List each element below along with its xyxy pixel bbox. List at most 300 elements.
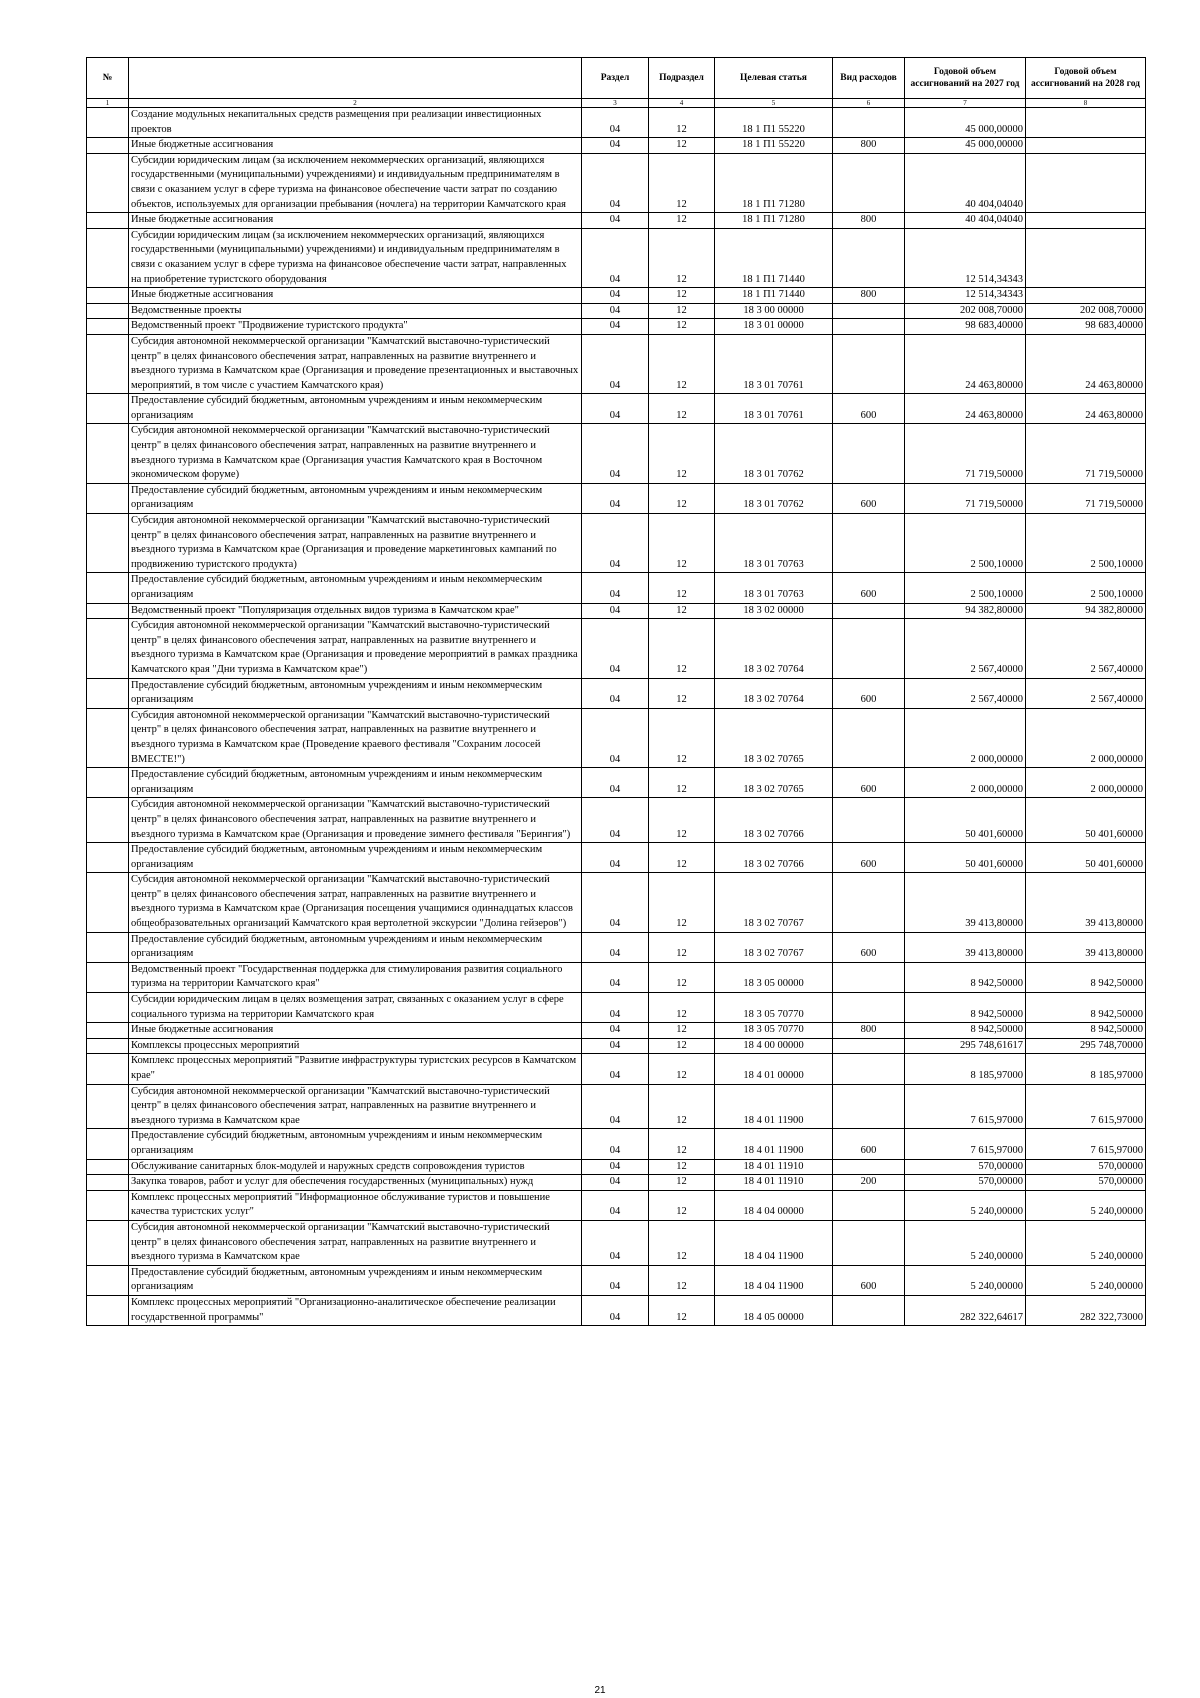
- row-expense-type: [833, 108, 905, 138]
- row-podrazdel: 12: [649, 962, 715, 992]
- row-number: [87, 1038, 129, 1054]
- row-razdel: 04: [582, 873, 649, 932]
- row-expense-type: [833, 1190, 905, 1220]
- row-number: [87, 1023, 129, 1039]
- column-number-row: [87, 99, 1146, 108]
- row-razdel: 04: [582, 319, 649, 335]
- row-amount-2028: 570,00000: [1026, 1159, 1146, 1175]
- table-row: [87, 573, 1146, 603]
- row-podrazdel: 12: [649, 1220, 715, 1265]
- row-podrazdel: 12: [649, 768, 715, 798]
- table-row: [87, 228, 1146, 287]
- column-number: 8: [1026, 99, 1146, 108]
- row-razdel: 04: [582, 303, 649, 319]
- row-expense-type: [833, 619, 905, 678]
- table-row: [87, 1220, 1146, 1265]
- row-amount-2028: 8 942,50000: [1026, 1023, 1146, 1039]
- table-row: [87, 873, 1146, 932]
- table-row: [87, 153, 1146, 212]
- row-amount-2027: 570,00000: [905, 1175, 1026, 1191]
- row-number: [87, 768, 129, 798]
- row-number: [87, 1054, 129, 1084]
- row-target-article: 18 3 02 70764: [715, 619, 833, 678]
- row-name: Предоставление субсидий бюджетным, автономным учреждениям и иным некоммерческим организациям: [129, 1129, 582, 1159]
- row-amount-2028: 50 401,60000: [1026, 798, 1146, 843]
- row-razdel: 04: [582, 993, 649, 1023]
- row-target-article: 18 4 01 00000: [715, 1054, 833, 1084]
- row-razdel: 04: [582, 768, 649, 798]
- row-amount-2028: 98 683,40000: [1026, 319, 1146, 335]
- row-number: [87, 1159, 129, 1175]
- row-target-article: 18 3 02 70767: [715, 932, 833, 962]
- row-amount-2027: 7 615,97000: [905, 1129, 1026, 1159]
- row-expense-type: [833, 708, 905, 767]
- row-amount-2027: 71 719,50000: [905, 424, 1026, 483]
- row-amount-2027: 2 567,40000: [905, 678, 1026, 708]
- header-podrazdel: Подраздел: [649, 58, 715, 99]
- row-number: [87, 1175, 129, 1191]
- row-name: Предоставление субсидий бюджетным, автономным учреждениям и иным некоммерческим организациям: [129, 768, 582, 798]
- row-razdel: 04: [582, 1023, 649, 1039]
- row-podrazdel: 12: [649, 1129, 715, 1159]
- row-amount-2028: 570,00000: [1026, 1175, 1146, 1191]
- row-number: [87, 1190, 129, 1220]
- row-number: [87, 108, 129, 138]
- row-razdel: 04: [582, 932, 649, 962]
- row-amount-2028: 24 463,80000: [1026, 334, 1146, 393]
- row-razdel: 04: [582, 708, 649, 767]
- table-row: [87, 483, 1146, 513]
- row-number: [87, 153, 129, 212]
- row-number: [87, 1295, 129, 1325]
- row-number: [87, 1129, 129, 1159]
- column-number: 3: [582, 99, 649, 108]
- row-number: [87, 798, 129, 843]
- table-row: [87, 932, 1146, 962]
- table-row: [87, 1190, 1146, 1220]
- row-amount-2027: 202 008,70000: [905, 303, 1026, 319]
- header-tsel: Целевая статья: [715, 58, 833, 99]
- row-number: [87, 573, 129, 603]
- row-amount-2028: 39 413,80000: [1026, 873, 1146, 932]
- row-podrazdel: 12: [649, 619, 715, 678]
- row-number: [87, 483, 129, 513]
- row-target-article: 18 4 04 00000: [715, 1190, 833, 1220]
- row-podrazdel: 12: [649, 138, 715, 154]
- row-razdel: 04: [582, 678, 649, 708]
- row-amount-2027: 7 615,97000: [905, 1084, 1026, 1129]
- row-name: Субсидия автономной некоммерческой организации "Камчатский выставочно-туристический центр" в целях финансового обеспечения затрат, направленных на развитие внутреннего и въездного туризма в Камчатском крае (Организация и проведение презентационных и выставочных мероприятий, в том числе с участием Камчатского края): [129, 334, 582, 393]
- row-expense-type: [833, 603, 905, 619]
- row-name: Предоставление субсидий бюджетным, автономным учреждениям и иным некоммерческим организациям: [129, 843, 582, 873]
- row-target-article: 18 3 01 70761: [715, 334, 833, 393]
- row-podrazdel: 12: [649, 1054, 715, 1084]
- row-expense-type: 600: [833, 843, 905, 873]
- table-row: [87, 1084, 1146, 1129]
- page-number: 21: [594, 1685, 606, 1696]
- row-number: [87, 319, 129, 335]
- column-number: 4: [649, 99, 715, 108]
- row-name: Предоставление субсидий бюджетным, автономным учреждениям и иным некоммерческим организациям: [129, 483, 582, 513]
- header-2028: Годовой объем ассигнований на 2028 год: [1026, 58, 1146, 99]
- row-podrazdel: 12: [649, 228, 715, 287]
- row-razdel: 04: [582, 1038, 649, 1054]
- row-razdel: 04: [582, 603, 649, 619]
- table-row: [87, 678, 1146, 708]
- row-podrazdel: 12: [649, 1190, 715, 1220]
- row-number: [87, 678, 129, 708]
- row-target-article: 18 3 05 70770: [715, 1023, 833, 1039]
- row-expense-type: 800: [833, 213, 905, 229]
- row-amount-2028: 282 322,73000: [1026, 1295, 1146, 1325]
- table-row: [87, 1054, 1146, 1084]
- table-row: [87, 603, 1146, 619]
- row-amount-2028: 8 942,50000: [1026, 962, 1146, 992]
- row-podrazdel: 12: [649, 424, 715, 483]
- row-name: Субсидия автономной некоммерческой организации "Камчатский выставочно-туристический центр" в целях финансового обеспечения затрат, направленных на развитие внутреннего и въездного туризма в Камчатском крае: [129, 1220, 582, 1265]
- row-name: Закупка товаров, работ и услуг для обеспечения государственных (муниципальных) нужд: [129, 1175, 582, 1191]
- row-podrazdel: 12: [649, 932, 715, 962]
- row-amount-2027: 8 942,50000: [905, 993, 1026, 1023]
- row-name: Субсидии юридическим лицам (за исключением некоммерческих организаций, являющихся государственными (муниципальными) учреждениями) и индивидуальным предпринимателям в связи с оказанием услуг в сфере туризма на финансовое обеспечение части затрат, направленных на приобретение туристского оборудования: [129, 228, 582, 287]
- row-amount-2028: 2 000,00000: [1026, 768, 1146, 798]
- row-number: [87, 932, 129, 962]
- row-name: Иные бюджетные ассигнования: [129, 1023, 582, 1039]
- row-razdel: 04: [582, 153, 649, 212]
- row-amount-2027: 5 240,00000: [905, 1220, 1026, 1265]
- row-podrazdel: 12: [649, 288, 715, 304]
- row-amount-2027: 50 401,60000: [905, 798, 1026, 843]
- row-amount-2027: 94 382,80000: [905, 603, 1026, 619]
- column-number: 6: [833, 99, 905, 108]
- row-razdel: 04: [582, 1220, 649, 1265]
- row-razdel: 04: [582, 1295, 649, 1325]
- table-row: [87, 288, 1146, 304]
- header-num: №: [87, 58, 129, 99]
- row-amount-2028: [1026, 153, 1146, 212]
- budget-table: [86, 57, 1146, 1326]
- row-target-article: 18 3 02 70767: [715, 873, 833, 932]
- row-amount-2027: 40 404,04040: [905, 213, 1026, 229]
- row-number: [87, 1265, 129, 1295]
- header-name: [129, 58, 582, 99]
- row-razdel: 04: [582, 798, 649, 843]
- row-amount-2027: 39 413,80000: [905, 932, 1026, 962]
- row-target-article: 18 3 02 70764: [715, 678, 833, 708]
- row-name: Предоставление субсидий бюджетным, автономным учреждениям и иным некоммерческим организациям: [129, 1265, 582, 1295]
- row-razdel: 04: [582, 843, 649, 873]
- table-row: [87, 962, 1146, 992]
- row-number: [87, 708, 129, 767]
- table-row: [87, 303, 1146, 319]
- row-razdel: 04: [582, 1054, 649, 1084]
- table-row: [87, 843, 1146, 873]
- row-amount-2027: 50 401,60000: [905, 843, 1026, 873]
- row-podrazdel: 12: [649, 1265, 715, 1295]
- row-number: [87, 303, 129, 319]
- row-target-article: 18 4 01 11900: [715, 1129, 833, 1159]
- row-amount-2028: 8 942,50000: [1026, 993, 1146, 1023]
- table-row: [87, 1129, 1146, 1159]
- row-expense-type: 600: [833, 678, 905, 708]
- header-2027: Годовой объем ассигнований на 2027 год: [905, 58, 1026, 99]
- row-number: [87, 843, 129, 873]
- table-row: [87, 1265, 1146, 1295]
- row-amount-2027: 45 000,00000: [905, 138, 1026, 154]
- row-number: [87, 228, 129, 287]
- row-podrazdel: 12: [649, 108, 715, 138]
- row-target-article: 18 3 01 70763: [715, 514, 833, 573]
- row-target-article: 18 3 01 70761: [715, 394, 833, 424]
- row-razdel: 04: [582, 962, 649, 992]
- row-amount-2028: 71 719,50000: [1026, 424, 1146, 483]
- row-expense-type: [833, 319, 905, 335]
- row-name: Ведомственный проект "Государственная поддержка для стимулирования развития социального туризма на территории Камчатского края": [129, 962, 582, 992]
- table-row: [87, 334, 1146, 393]
- row-target-article: 18 3 05 00000: [715, 962, 833, 992]
- row-amount-2028: 50 401,60000: [1026, 843, 1146, 873]
- row-razdel: 04: [582, 1084, 649, 1129]
- row-amount-2028: 5 240,00000: [1026, 1190, 1146, 1220]
- row-podrazdel: 12: [649, 1038, 715, 1054]
- row-podrazdel: 12: [649, 303, 715, 319]
- row-target-article: 18 3 05 70770: [715, 993, 833, 1023]
- column-number: 5: [715, 99, 833, 108]
- row-target-article: 18 3 02 70766: [715, 798, 833, 843]
- row-target-article: 18 1 П1 55220: [715, 108, 833, 138]
- row-podrazdel: 12: [649, 798, 715, 843]
- row-podrazdel: 12: [649, 483, 715, 513]
- row-name: Субсидия автономной некоммерческой организации "Камчатский выставочно-туристический центр" в целях финансового обеспечения затрат, направленных на развитие внутреннего и въездного туризма в Камчатском крае (Проведение краевого фестиваля "Сохраним лососей ВМЕСТЕ!"): [129, 708, 582, 767]
- row-number: [87, 138, 129, 154]
- row-amount-2028: [1026, 228, 1146, 287]
- table-row: [87, 394, 1146, 424]
- row-expense-type: [833, 873, 905, 932]
- row-number: [87, 288, 129, 304]
- row-amount-2028: 24 463,80000: [1026, 394, 1146, 424]
- row-podrazdel: 12: [649, 213, 715, 229]
- table-header: [87, 58, 1146, 108]
- table-row: [87, 138, 1146, 154]
- row-amount-2027: 282 322,64617: [905, 1295, 1026, 1325]
- table-row: [87, 768, 1146, 798]
- table-row: [87, 1023, 1146, 1039]
- row-name: Обслуживание санитарных блок-модулей и наружных средств сопровождения туристов: [129, 1159, 582, 1175]
- row-razdel: 04: [582, 619, 649, 678]
- row-expense-type: [833, 153, 905, 212]
- row-amount-2027: 39 413,80000: [905, 873, 1026, 932]
- row-razdel: 04: [582, 1175, 649, 1191]
- row-podrazdel: 12: [649, 873, 715, 932]
- row-name: Субсидия автономной некоммерческой организации "Камчатский выставочно-туристический центр" в целях финансового обеспечения затрат, направленных на развитие внутреннего и въездного туризма в Камчатском крае (Организация и проведение зимнего фестиваля "Берингия"): [129, 798, 582, 843]
- row-name: Ведомственные проекты: [129, 303, 582, 319]
- table-row: [87, 619, 1146, 678]
- row-number: [87, 619, 129, 678]
- row-amount-2027: 2 500,10000: [905, 514, 1026, 573]
- row-razdel: 04: [582, 228, 649, 287]
- row-name: Иные бюджетные ассигнования: [129, 138, 582, 154]
- row-target-article: 18 3 02 70765: [715, 768, 833, 798]
- row-razdel: 04: [582, 213, 649, 229]
- row-amount-2028: 5 240,00000: [1026, 1265, 1146, 1295]
- row-target-article: 18 3 01 70762: [715, 483, 833, 513]
- row-name: Субсидии юридическим лицам (за исключением некоммерческих организаций, являющихся государственными (муниципальными) учреждениями) и индивидуальным предпринимателям в связи с оказанием услуг в сфере туризма на финансовое обеспечение части затрат по созданию объектов, используемых для организации пребывания (ночлега) на территории Камчатского края: [129, 153, 582, 212]
- row-target-article: 18 4 00 00000: [715, 1038, 833, 1054]
- row-target-article: 18 1 П1 71440: [715, 228, 833, 287]
- row-razdel: 04: [582, 573, 649, 603]
- column-number: 2: [129, 99, 582, 108]
- row-amount-2027: 8 942,50000: [905, 962, 1026, 992]
- row-name: Ведомственный проект "Продвижение туристского продукта": [129, 319, 582, 335]
- row-target-article: 18 3 01 70762: [715, 424, 833, 483]
- row-number: [87, 1220, 129, 1265]
- row-name: Комплекс процессных мероприятий "Информационное обслуживание туристов и повышение качества туристских услуг": [129, 1190, 582, 1220]
- row-number: [87, 873, 129, 932]
- row-name: Субсидия автономной некоммерческой организации "Камчатский выставочно-туристический центр" в целях финансового обеспечения затрат, направленных на развитие внутреннего и въездного туризма в Камчатском крае (Организация участия Камчатского края в Восточном экономическом форуме): [129, 424, 582, 483]
- row-name: Субсидия автономной некоммерческой организации "Камчатский выставочно-туристический центр" в целях финансового обеспечения затрат, направленных на развитие внутреннего и въездного туризма в Камчатском крае (Организация и проведение мероприятий в рамках праздника Камчатского края "Дни туризма в Камчатском крае"): [129, 619, 582, 678]
- row-expense-type: [833, 228, 905, 287]
- table-row: [87, 993, 1146, 1023]
- row-target-article: 18 3 01 70763: [715, 573, 833, 603]
- row-amount-2027: 12 514,34343: [905, 228, 1026, 287]
- row-expense-type: [833, 303, 905, 319]
- row-amount-2027: 2 567,40000: [905, 619, 1026, 678]
- row-razdel: 04: [582, 334, 649, 393]
- row-number: [87, 1084, 129, 1129]
- row-amount-2028: 295 748,70000: [1026, 1038, 1146, 1054]
- row-razdel: 04: [582, 1265, 649, 1295]
- row-target-article: 18 1 П1 55220: [715, 138, 833, 154]
- row-target-article: 18 1 П1 71440: [715, 288, 833, 304]
- row-name: Субсидия автономной некоммерческой организации "Камчатский выставочно-туристический центр" в целях финансового обеспечения затрат, направленных на развитие внутреннего и въездного туризма в Камчатском крае: [129, 1084, 582, 1129]
- row-amount-2028: 2 500,10000: [1026, 573, 1146, 603]
- row-amount-2028: [1026, 108, 1146, 138]
- table-row: [87, 108, 1146, 138]
- row-amount-2028: 2 567,40000: [1026, 619, 1146, 678]
- row-razdel: 04: [582, 483, 649, 513]
- column-number: 7: [905, 99, 1026, 108]
- row-target-article: 18 3 02 70766: [715, 843, 833, 873]
- row-razdel: 04: [582, 1159, 649, 1175]
- header-vid: Вид расходов: [833, 58, 905, 99]
- row-podrazdel: 12: [649, 153, 715, 212]
- row-amount-2027: 2 500,10000: [905, 573, 1026, 603]
- row-amount-2027: 71 719,50000: [905, 483, 1026, 513]
- row-amount-2028: [1026, 288, 1146, 304]
- row-amount-2027: 8 185,97000: [905, 1054, 1026, 1084]
- row-expense-type: 600: [833, 573, 905, 603]
- row-amount-2027: 2 000,00000: [905, 708, 1026, 767]
- row-podrazdel: 12: [649, 319, 715, 335]
- row-name: Субсидия автономной некоммерческой организации "Камчатский выставочно-туристический центр" в целях финансового обеспечения затрат, направленных на развитие внутреннего и въездного туризма в Камчатском крае (Организация посещения учащимися одиннадцатых классов общеобразовательных организаций Камчатского края вертолетной экскурсии "Долина гейзеров"): [129, 873, 582, 932]
- row-podrazdel: 12: [649, 394, 715, 424]
- row-razdel: 04: [582, 514, 649, 573]
- row-razdel: 04: [582, 394, 649, 424]
- header-razdel: Раздел: [582, 58, 649, 99]
- row-target-article: 18 1 П1 71280: [715, 153, 833, 212]
- row-expense-type: [833, 424, 905, 483]
- row-target-article: 18 4 01 11910: [715, 1159, 833, 1175]
- row-amount-2028: 8 185,97000: [1026, 1054, 1146, 1084]
- row-number: [87, 603, 129, 619]
- row-amount-2028: [1026, 213, 1146, 229]
- row-podrazdel: 12: [649, 334, 715, 393]
- row-expense-type: [833, 798, 905, 843]
- row-expense-type: [833, 1159, 905, 1175]
- table-row: [87, 514, 1146, 573]
- row-expense-type: 800: [833, 288, 905, 304]
- row-name: Создание модульных некапитальных средств размещения при реализации инвестиционных проектов: [129, 108, 582, 138]
- row-number: [87, 213, 129, 229]
- row-amount-2027: 40 404,04040: [905, 153, 1026, 212]
- table-row: [87, 1038, 1146, 1054]
- row-amount-2027: 8 942,50000: [905, 1023, 1026, 1039]
- table-body: [87, 108, 1146, 1326]
- table-row: [87, 319, 1146, 335]
- row-razdel: 04: [582, 1190, 649, 1220]
- row-amount-2027: 24 463,80000: [905, 394, 1026, 424]
- row-target-article: 18 1 П1 71280: [715, 213, 833, 229]
- row-amount-2027: 2 000,00000: [905, 768, 1026, 798]
- row-number: [87, 334, 129, 393]
- row-podrazdel: 12: [649, 678, 715, 708]
- row-expense-type: 800: [833, 1023, 905, 1039]
- row-target-article: 18 3 02 00000: [715, 603, 833, 619]
- row-expense-type: 600: [833, 932, 905, 962]
- row-amount-2028: 202 008,70000: [1026, 303, 1146, 319]
- row-amount-2028: 2 500,10000: [1026, 514, 1146, 573]
- row-name: Комплекс процессных мероприятий "Организационно-аналитическое обеспечение реализации государственной программы": [129, 1295, 582, 1325]
- row-name: Предоставление субсидий бюджетным, автономным учреждениям и иным некоммерческим организациям: [129, 932, 582, 962]
- row-expense-type: [833, 1054, 905, 1084]
- row-amount-2028: 2 000,00000: [1026, 708, 1146, 767]
- row-razdel: 04: [582, 288, 649, 304]
- row-podrazdel: 12: [649, 993, 715, 1023]
- table-row: [87, 424, 1146, 483]
- table-row: [87, 1175, 1146, 1191]
- table-row: [87, 1295, 1146, 1325]
- row-number: [87, 993, 129, 1023]
- row-amount-2027: 45 000,00000: [905, 108, 1026, 138]
- row-amount-2027: 12 514,34343: [905, 288, 1026, 304]
- row-expense-type: 200: [833, 1175, 905, 1191]
- row-expense-type: 600: [833, 1265, 905, 1295]
- row-target-article: 18 4 01 11900: [715, 1084, 833, 1129]
- row-amount-2028: 7 615,97000: [1026, 1129, 1146, 1159]
- row-podrazdel: 12: [649, 843, 715, 873]
- row-target-article: 18 4 01 11910: [715, 1175, 833, 1191]
- row-expense-type: 800: [833, 138, 905, 154]
- row-podrazdel: 12: [649, 514, 715, 573]
- row-razdel: 04: [582, 138, 649, 154]
- row-amount-2028: 5 240,00000: [1026, 1220, 1146, 1265]
- row-amount-2028: 7 615,97000: [1026, 1084, 1146, 1129]
- row-expense-type: 600: [833, 394, 905, 424]
- row-number: [87, 962, 129, 992]
- table-row: [87, 1159, 1146, 1175]
- row-razdel: 04: [582, 1129, 649, 1159]
- row-target-article: 18 3 00 00000: [715, 303, 833, 319]
- row-amount-2027: 98 683,40000: [905, 319, 1026, 335]
- row-expense-type: [833, 334, 905, 393]
- row-name: Ведомственный проект "Популяризация отдельных видов туризма в Камчатском крае": [129, 603, 582, 619]
- row-name: Комплекс процессных мероприятий "Развитие инфраструктуры туристских ресурсов в Камчатском крае": [129, 1054, 582, 1084]
- row-podrazdel: 12: [649, 1084, 715, 1129]
- row-podrazdel: 12: [649, 1295, 715, 1325]
- row-expense-type: [833, 514, 905, 573]
- row-expense-type: [833, 1038, 905, 1054]
- row-expense-type: 600: [833, 768, 905, 798]
